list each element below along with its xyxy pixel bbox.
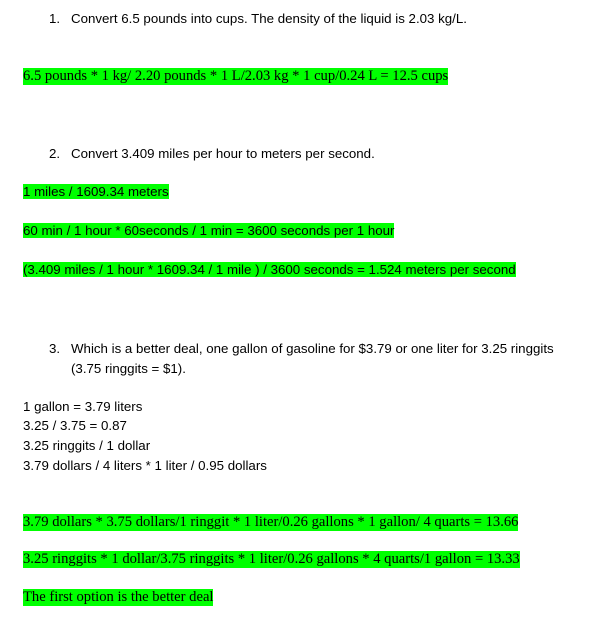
answer-2-line-2: 60 min / 1 hour * 60seconds / 1 min = 3600 seconds per 1 hour bbox=[23, 223, 395, 238]
question-2-text: Convert 3.409 miles per hour to meters per second. bbox=[71, 146, 375, 161]
answer-2-line-3: (3.409 miles / 1 hour * 1609.34 / 1 mile ) / 3600 seconds = 1.524 meters per second bbox=[23, 262, 516, 277]
answer-3-conclusion: The first option is the better deal bbox=[23, 589, 214, 605]
work-line-4: 3.79 dollars / 4 liters * 1 liter / 0.95 dollars bbox=[23, 458, 267, 473]
question-1-number: 1. bbox=[49, 11, 61, 26]
work-line-2: 3.25 / 3.75 = 0.87 bbox=[23, 418, 127, 433]
question-3-number: 3. bbox=[49, 341, 61, 356]
question-1 bbox=[49, 11, 467, 26]
question-2-number: 2. bbox=[49, 146, 61, 161]
answer-3-line-2: 3.25 ringgits * 1 dollar/3.75 ringgits * 1 liter/0.26 gallons * 4 quarts/1 gallon = 13.33 bbox=[23, 551, 520, 567]
answer-3-line-1: 3.79 dollars * 3.75 dollars/1 ringgit * 1 liter/0.26 gallons * 1 gallon/ 4 quarts = 13.66 bbox=[23, 514, 519, 530]
question-1-text: Convert 6.5 pounds into cups. The density of the liquid is 2.03 kg/L. bbox=[71, 11, 467, 26]
work-line-1: 1 gallon = 3.79 liters bbox=[23, 399, 143, 414]
question-2 bbox=[49, 146, 375, 161]
work-line-3: 3.25 ringgits / 1 dollar bbox=[23, 438, 151, 453]
answer-2-line-1: 1 miles / 1609.34 meters bbox=[23, 184, 169, 199]
answer-1: 6.5 pounds * 1 kg/ 2.20 pounds * 1 L/2.03 kg * 1 cup/0.24 L = 12.5 cups bbox=[23, 68, 449, 84]
question-3-text-line-1: Which is a better deal, one gallon of gasoline for $3.79 or one liter for 3.25 ringgits bbox=[71, 341, 554, 356]
question-3-text-line-2: (3.75 ringgits = $1). bbox=[71, 361, 186, 376]
question-3 bbox=[49, 341, 554, 356]
